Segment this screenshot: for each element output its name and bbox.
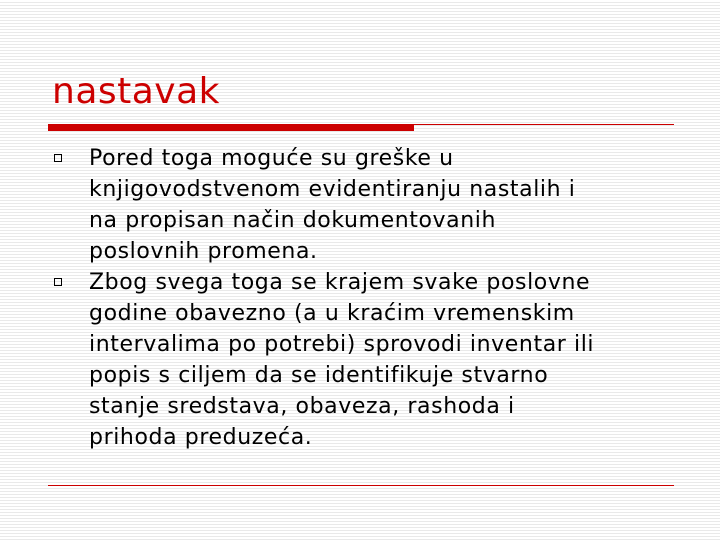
slide-title: nastavak — [52, 71, 221, 112]
bullet-line: knjigovodstvenom evidentiranju nastalih i — [89, 177, 576, 202]
bullet-line: prihoda preduzeća. — [89, 425, 313, 450]
bullet-line: na propisan način dokumentovanih — [89, 208, 497, 233]
list-item — [0, 267, 669, 453]
list-item — [0, 143, 669, 267]
hollow-square-icon — [54, 154, 62, 162]
hollow-square-icon — [54, 278, 62, 286]
bullet-line: Zbog svega toga se krajem svake poslovne — [89, 270, 591, 295]
bullet-list — [0, 143, 720, 453]
footer-rule — [48, 485, 674, 486]
title-underline-thick — [48, 124, 414, 131]
bullet-line: Pored toga moguće su greške u — [89, 146, 454, 171]
bullet-line: stanje sredstava, obaveza, rashoda i — [89, 394, 515, 419]
bullet-line: poslovnih promena. — [89, 239, 318, 264]
title-underline-thin — [414, 124, 674, 125]
bullet-line: popis s ciljem da se identifikuje stvarno — [89, 363, 549, 388]
bullet-line: intervalima po potrebi) sprovodi inventar ili — [89, 332, 595, 357]
bullet-line: godine obavezno (a u kraćim vremenskim — [89, 301, 575, 326]
